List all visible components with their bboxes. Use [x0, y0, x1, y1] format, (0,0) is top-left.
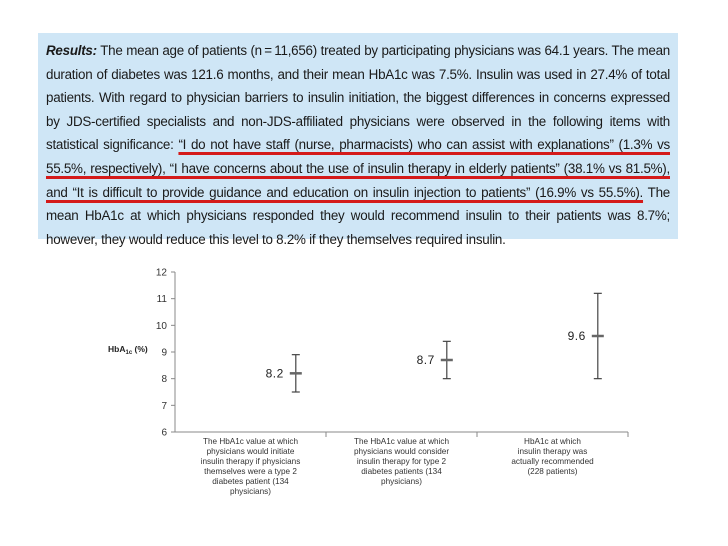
category-label-line: The HbA1c value at which: [202, 437, 299, 446]
category-label-line: physicians): [381, 477, 422, 486]
category-label-line: diabetes patients (134: [361, 467, 442, 476]
category-label-line: insulin therapy if physicians: [200, 457, 301, 466]
category-label-line: physicians would consider: [353, 447, 450, 456]
y-tick-label: 10: [155, 320, 167, 332]
category-label-line: themselves were a type 2: [204, 467, 297, 476]
category-label-line: insulin therapy for type 2: [356, 457, 447, 466]
value-label: 8.7: [416, 353, 435, 367]
category-label-line: diabetes patient (134: [212, 477, 289, 486]
y-tick-label: 11: [156, 294, 167, 306]
category-label-line: physicians would initiate: [206, 447, 295, 456]
y-tick-label: 8: [161, 374, 167, 386]
category-labels: [201, 437, 594, 496]
results-underlined-findings: “I do not have staff (nurse, pharmacists) who can assist with explanations” (1.3% vs 55.5%, respectively), “I have concerns about the use of insulin therapy in elderly patients” (38.1% vs 81.5%), and “It is difficult to provide guidance and education on insulin injection to patients” (16.9% vs 55.5%).: [46, 137, 670, 200]
y-tick-label: 9: [161, 347, 167, 359]
y-tick-label: 12: [155, 267, 167, 279]
value-label: 8.2: [265, 366, 284, 381]
category-label-line: The HbA1c value at which: [353, 437, 450, 446]
category-label-line: HbA1c at which: [524, 437, 581, 446]
y-tick-label: 6: [161, 427, 167, 439]
chart-marks: [266, 293, 604, 392]
y-tick-label: 7: [161, 400, 167, 412]
y-axis-label: HbA$_{1c}$ (%): [108, 344, 148, 356]
results-text-conclusion: The mean HbA1c at which physicians responded they would recommend insulin to their patients was 8.7%; however, they would reduce this level to 8.2% if they themselves required insulin.: [46, 184, 670, 247]
category-label-line: physicians): [230, 487, 271, 496]
chart-axes: [171, 272, 628, 437]
category-label-line: insulin therapy was: [517, 447, 588, 456]
category-label-line: actually recommended: [511, 457, 594, 466]
results-heading: Results:: [46, 43, 97, 58]
value-label: 9.6: [567, 329, 586, 343]
y-tick-labels: [156, 268, 168, 439]
category-label-line: (228 patients): [527, 467, 578, 476]
results-text-intro: The mean age of patients (n = 11,656) treated by participating physicians was 64.1 years. The mean duration of diabetes was 121.6 months, and their mean HbA1c was 7.5%. Insulin was used in 27.4% of total patients. With regard to physician barriers to insulin initiation, the biggest differences in concerns expressed by JDS-certified specialists and non-JDS-affiliated physicians were observed in the following items with statistical significance:: [46, 43, 670, 153]
